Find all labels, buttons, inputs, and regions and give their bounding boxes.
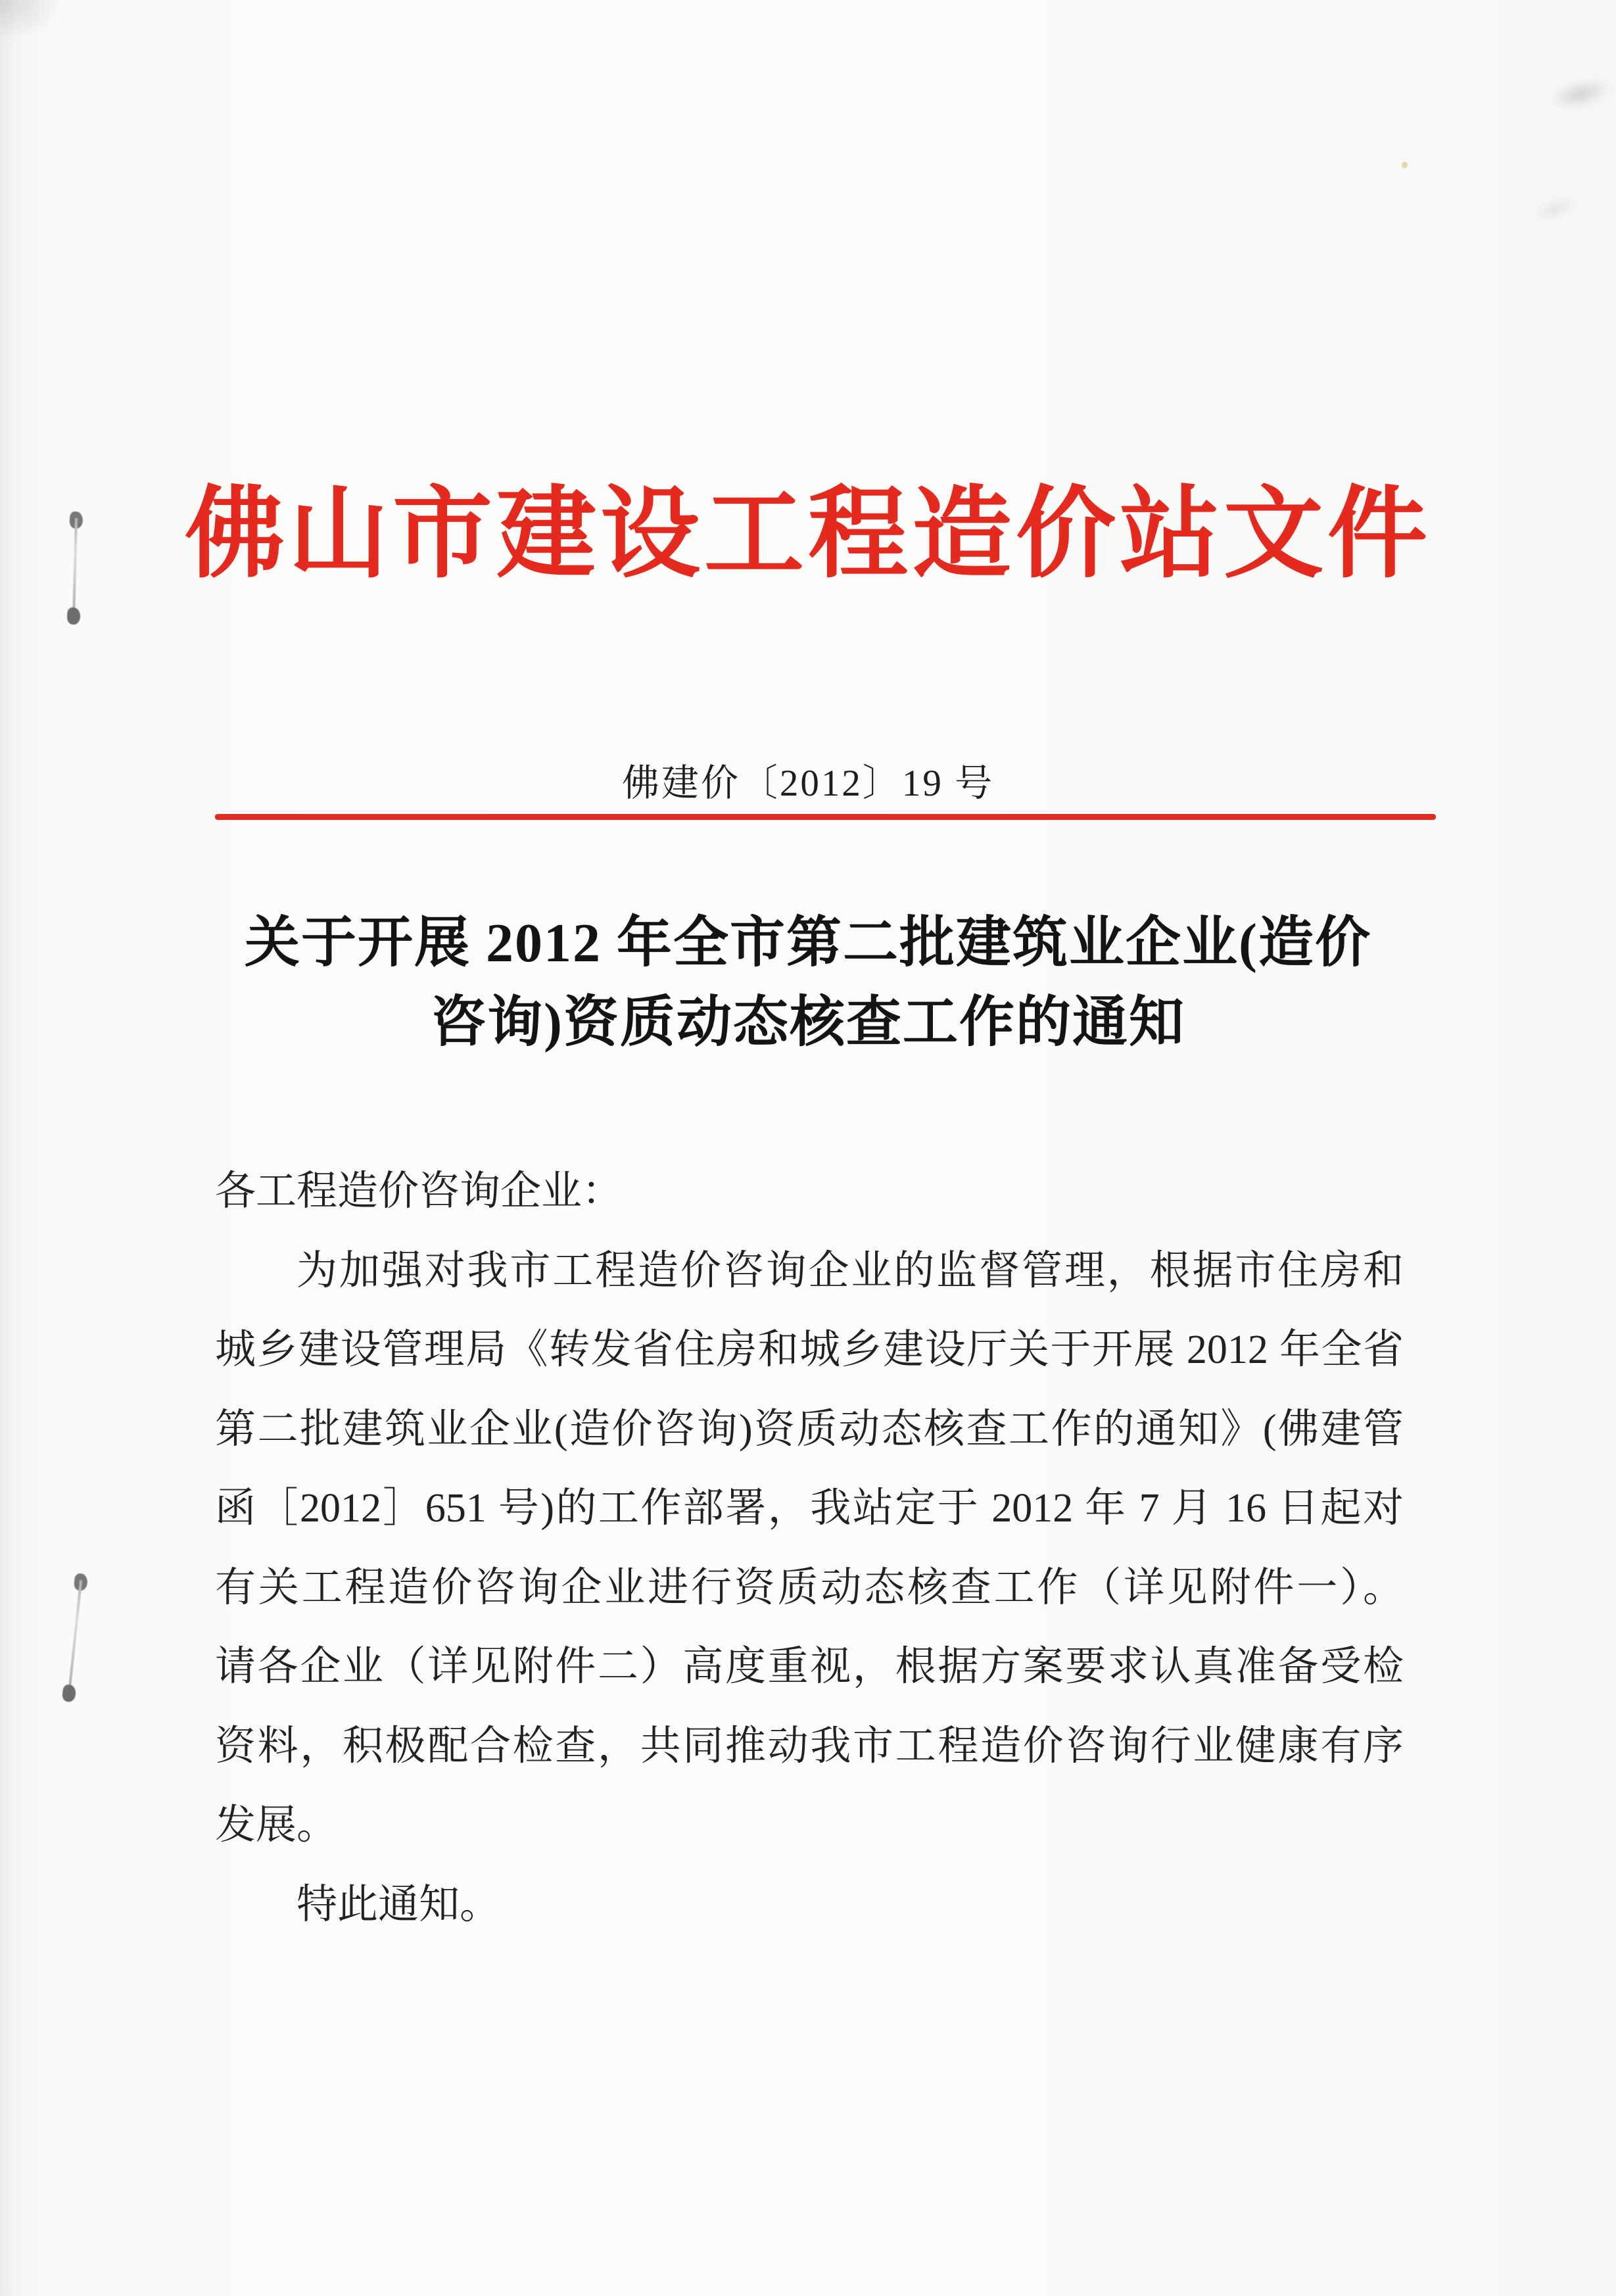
document-reference-number: 佛建价〔2012〕19 号 xyxy=(621,763,995,804)
body-line: 函［2012］651 号)的工作部署，我站定于 2012 年 7 月 16 日起对 xyxy=(215,1486,1404,1531)
paper-speck xyxy=(1402,162,1408,168)
body-line: 城乡建设管理局《转发省住房和城乡建设厅关于开展 2012 年全省 xyxy=(215,1327,1404,1372)
body-line: 请各企业（详见附件二）高度重视，根据方案要求认真准备受检 xyxy=(215,1644,1404,1689)
body-line: 资料，积极配合检查，共同推动我市工程造价咨询行业健康有序 xyxy=(215,1723,1404,1769)
staple-mark-bottom xyxy=(58,1573,95,1704)
body-line: 发展。 xyxy=(215,1803,338,1848)
document-title xyxy=(213,903,1403,1063)
red-divider-rule xyxy=(215,814,1436,820)
letterhead-title: 佛山市建设工程造价站文件 xyxy=(185,479,1431,590)
staple-wire-icon xyxy=(68,1580,82,1695)
body-line: 第二批建筑业企业(造价咨询)资质动态核查工作的通知》(佛建管 xyxy=(215,1406,1404,1452)
staple-foot-icon xyxy=(67,608,81,625)
staple-foot-icon xyxy=(62,1684,77,1702)
closing-line: 特此通知。 xyxy=(297,1882,501,1927)
document-title-line-1: 关于开展 2012 年全市第二批建筑业企业(造价 xyxy=(245,913,1371,974)
body-line: 为加强对我市工程造价咨询企业的监督管理，根据市住房和 xyxy=(297,1248,1404,1293)
document-body xyxy=(215,1152,1404,1944)
scan-smudge xyxy=(1523,188,1587,231)
document-title-line-2: 咨询)资质动态核查工作的通知 xyxy=(431,992,1185,1053)
body-line: 有关工程造价咨询企业进行资质动态核查工作（详见附件一）。 xyxy=(215,1565,1404,1610)
scan-smudge xyxy=(1538,68,1616,120)
salutation: 各工程造价咨询企业： xyxy=(215,1169,623,1214)
